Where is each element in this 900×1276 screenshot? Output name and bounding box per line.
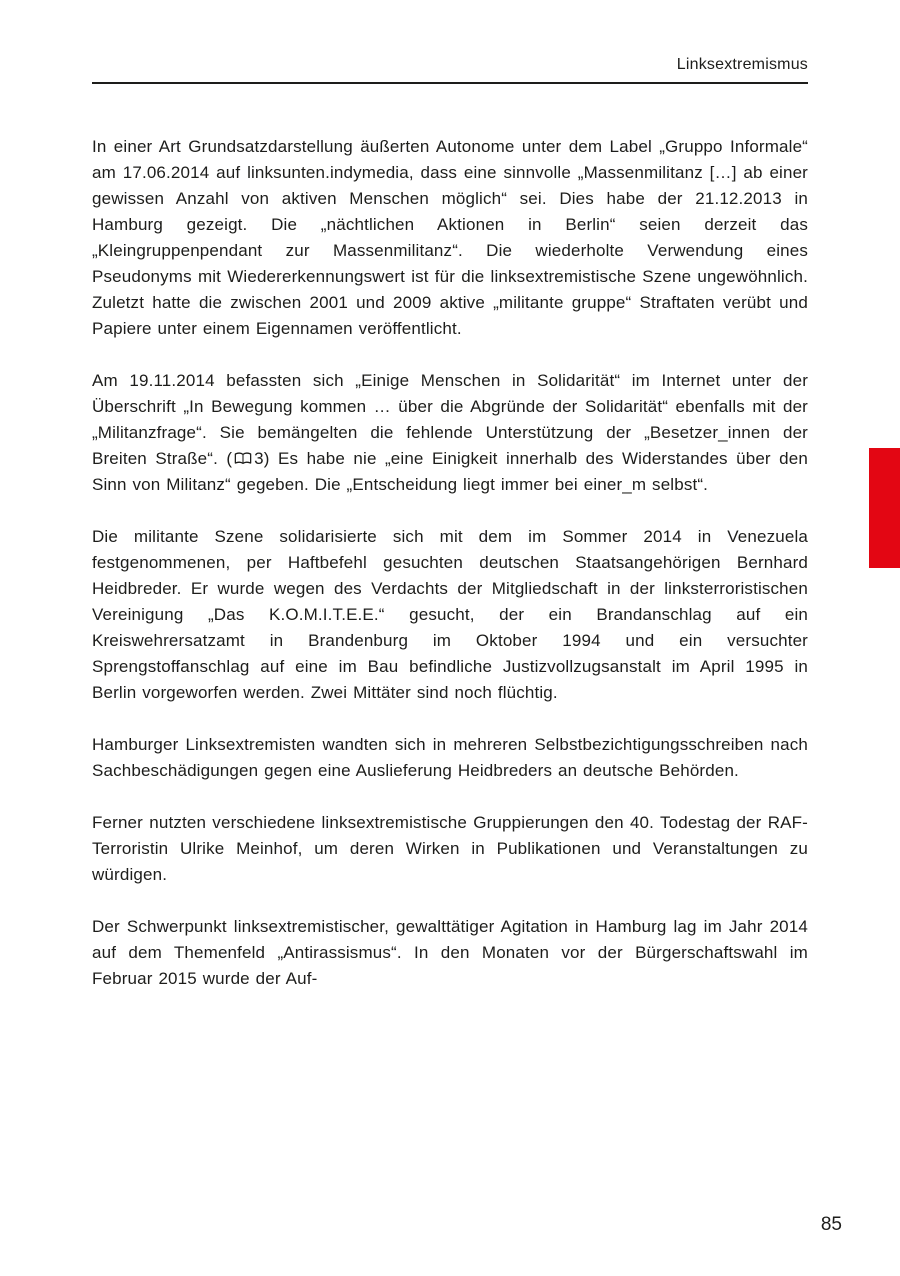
- paragraph-2-text-after: Es habe nie „eine Einigkeit innerhalb des Widerstandes über den Sinn von Militanz“ gegeben. Die „Entscheidung liegt immer bei einer_m selbst“.: [92, 449, 808, 494]
- ref-open-paren: (: [226, 449, 233, 468]
- paragraph-2: [92, 368, 808, 498]
- paragraph-1: In einer Art Grundsatzdarstellung äußerten Autonome unter dem Label „Gruppo Informale“ am 17.06.2014 auf linksunten.indymedia, dass eine sinnvolle „Massenmilitanz […] ab einer gewissen Anzahl von aktiven Menschen möglich“ sei. Dies habe der 21.12.2013 in Hamburg gezeigt. Die „nächtlichen Aktionen in Berlin“ seien derzeit das „Kleingruppenpendant zur Massenmilitanz“. Die wiederholte Verwendung eines Pseudonyms mit Wiedererkennungswert ist für die linksextremistische Szene ungewöhnlich. Zuletzt hatte die zwischen 2001 und 2009 aktive „militante gruppe“ Straftaten verübt und Papiere unter einem Eigennamen veröffentlicht.: [92, 137, 808, 338]
- paragraph-2-text-before: Am 19.11.2014 befassten sich „Einige Menschen in Solidarität“ im Internet unter der Überschrift „In Bewegung kommen … über die Abgründe der Solidarität“ ebenfalls mit der „Militanzfrage“. Sie bemängelten die fehlende Unterstützung der „Besetzer_innen der Breiten Straße“.: [92, 371, 808, 468]
- paragraph-3: Die militante Szene solidarisierte sich mit dem im Sommer 2014 in Venezuela festgenommenen, per Haftbefehl gesuchten deutschen Staatsangehörigen Bernhard Heidbreder. Er wurde wegen des Verdachts der Mitgliedschaft in der linksterroristischen Vereinigung „Das K.O.M.I.T.E.E.“ gesucht, der ein Brandanschlag auf ein Kreiswehrersatzamt in Brandenburg im Oktober 1994 und ein versuchter Sprengstoffanschlag auf eine im Bau befindliche Justizvollzugsanstalt im April 1995 in Berlin vorgeworfen werden. Zwei Mittäter sind noch flüchtig.: [92, 527, 808, 702]
- body-text: [92, 134, 808, 1018]
- paragraph-4: Hamburger Linksextremisten wandten sich in mehreren Selbstbezichtigungsschreiben nach Sachbeschädigungen gegen eine Auslieferung Heidbreders an deutsche Behörden.: [92, 735, 808, 780]
- book-icon: [234, 452, 252, 465]
- book-reference: [226, 449, 278, 468]
- paragraph-6: Der Schwerpunkt linksextremistischer, gewalttätiger Agitation in Hamburg lag im Jahr 2014 auf dem Themenfeld „Antirassismus“. In den Monaten vor der Bürgerschaftswahl im Februar 2015 wurde der Auf-: [92, 917, 808, 988]
- chapter-tab-marker: [869, 448, 900, 568]
- paragraph-5: Ferner nutzten verschiedene linksextremistische Gruppierungen den 40. Todestag der RAF-Terroristin Ulrike Meinhof, um deren Wirken in Publikationen und Veranstaltungen zu würdigen.: [92, 813, 808, 884]
- running-header: Linksextremismus: [676, 56, 808, 73]
- ref-number: 3): [254, 449, 270, 468]
- page-number: 85: [820, 1214, 842, 1235]
- header-rule: [92, 82, 808, 84]
